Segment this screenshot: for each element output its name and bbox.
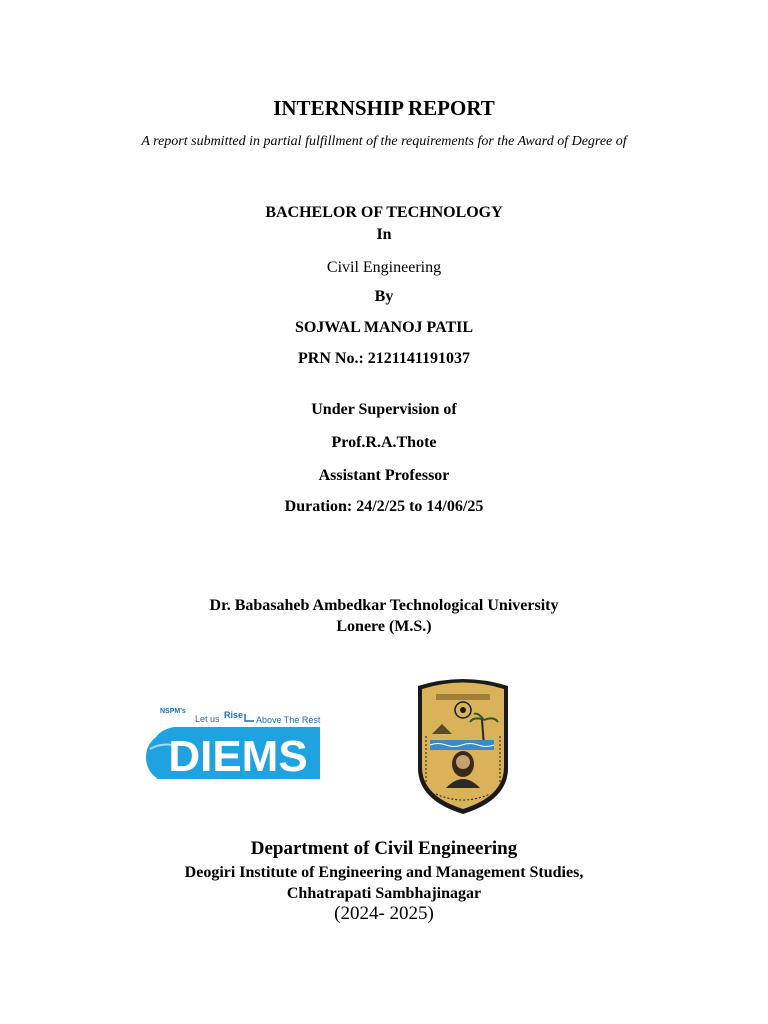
supervision-label: Under Supervision of (311, 401, 457, 418)
diems-logo (144, 705, 324, 785)
supervisor-designation: Assistant Professor (318, 467, 450, 484)
supervisor-name: Prof.R.A.Thote (331, 434, 437, 451)
branch-name: Civil Engineering (326, 259, 442, 276)
diems-tagline-rise: Rise (224, 710, 244, 720)
degree-name: BACHELOR OF TECHNOLOGY (265, 204, 503, 221)
institute-city: Chhatrapati Sambhajinagar (286, 885, 482, 902)
department-name: Department of Civil Engineering (250, 838, 518, 859)
university-location: Lonere (M.S.) (336, 618, 432, 635)
academic-year: (2024- 2025) (334, 903, 434, 924)
report-subtitle: A report submitted in partial fulfillment of the requirements for the Award of Degree of (141, 134, 627, 149)
prn-number: PRN No.: 2121141191037 (298, 350, 470, 367)
diems-org-text: NSPM's (160, 708, 186, 715)
internship-duration: Duration: 24/2/25 to 14/06/25 (284, 498, 484, 515)
institute-name: Deogiri Institute of Engineering and Management Studies, (184, 864, 584, 881)
report-title: INTERNSHIP REPORT (273, 96, 495, 120)
university-crest (412, 676, 514, 816)
diems-tagline-start: Let us (195, 714, 220, 724)
by-label: By (374, 288, 394, 305)
diems-tagline-end: Above The Rest (256, 715, 321, 725)
student-name: SOJWAL MANOJ PATIL (294, 319, 474, 336)
in-label: In (376, 226, 392, 243)
diems-wordmark: DIEMS (168, 732, 308, 781)
university-name: Dr. Babasaheb Ambedkar Technological University (209, 597, 559, 614)
